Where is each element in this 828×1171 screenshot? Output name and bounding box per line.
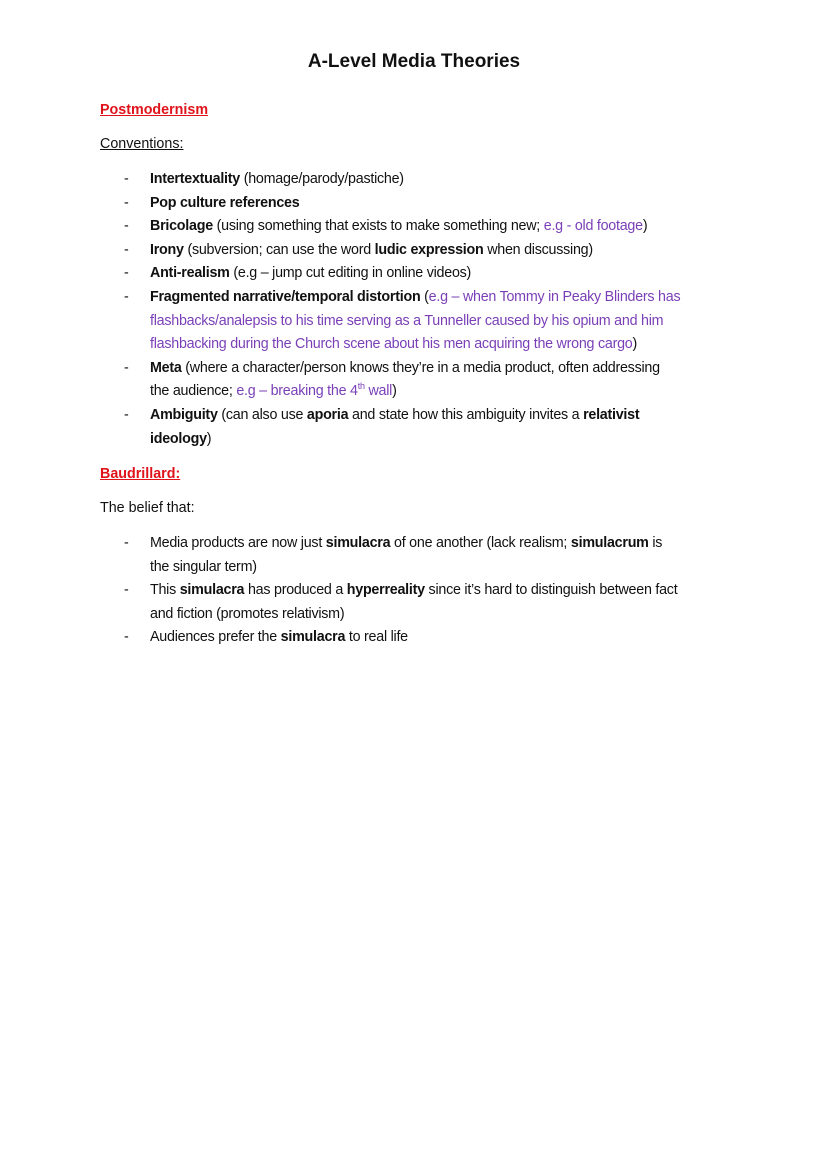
key-term: relativist [583, 406, 640, 423]
list-item-line [150, 404, 680, 428]
text-run: ) [642, 218, 648, 235]
example-text: e.g - old footage [543, 218, 643, 235]
key-term: simulacra [179, 582, 245, 599]
text-run: and fiction (promotes relativism) [150, 605, 345, 622]
text-run: when discussing) [483, 241, 593, 258]
list-item [124, 626, 677, 650]
list-item-line [150, 603, 677, 627]
key-term: ideology [150, 430, 207, 447]
list-item-line [150, 380, 680, 404]
key-term: Anti-realism [150, 265, 230, 282]
text-run: to real life [345, 629, 408, 646]
list-item-line [150, 626, 677, 650]
text-run: Audiences prefer the [150, 629, 281, 646]
text-run: This [150, 582, 180, 599]
key-term: Meta [150, 359, 182, 376]
baudrillard-list [124, 532, 677, 650]
baudrillard-heading: Baudrillard: [100, 466, 181, 482]
list-item-line [150, 579, 677, 603]
list-item-line [150, 357, 680, 381]
key-term: ludic expression [374, 241, 484, 258]
text-run: of one another (lack realism; [390, 535, 571, 551]
text-run: (e.g – jump cut editing in online videos) [229, 265, 472, 282]
text-run: Media products are now just [150, 535, 326, 551]
page-title: A-Level Media Theories [307, 51, 521, 72]
list-item [124, 286, 680, 357]
list-item-line [150, 310, 680, 334]
conventions-subheading: Conventions: [100, 136, 184, 152]
text-run: (can also use [217, 406, 307, 423]
key-term: simulacra [280, 629, 346, 646]
key-term: simulacrum [570, 535, 649, 551]
list-item-line [150, 239, 680, 263]
key-term: Fragmented narrative/temporal distortion [150, 288, 421, 305]
list-item [124, 532, 677, 579]
key-term: aporia [306, 406, 349, 423]
list-item [124, 357, 680, 404]
example-text: wall [364, 383, 393, 400]
list-item-line [150, 286, 680, 310]
key-term: Intertextuality [150, 171, 240, 187]
text-run: since it’s hard to distinguish between fact [424, 582, 678, 599]
text-run: (using something that exists to make something new; [212, 218, 544, 235]
text-run: (subversion; can use the word [183, 241, 375, 258]
list-item [124, 262, 680, 286]
text-run: ) [632, 336, 638, 353]
key-term: Irony [150, 241, 184, 258]
example-text: flashbacking during the Church scene about his men acquiring the wrong cargo [150, 336, 633, 353]
list-item [124, 579, 677, 626]
key-term: Pop culture references [150, 194, 300, 211]
list-item-line [150, 192, 680, 216]
list-item-line [150, 215, 680, 239]
text-run: ( [420, 288, 429, 305]
list-item-line [150, 262, 680, 286]
conventions-list [124, 168, 680, 451]
list-item-line [150, 556, 677, 580]
postmodernism-heading: Postmodernism [100, 102, 209, 118]
text-run: and state how this ambiguity invites a [348, 406, 584, 423]
list-item-line [150, 428, 680, 452]
key-term: Bricolage [150, 218, 213, 235]
text-run: the singular term) [150, 558, 257, 575]
text-run: the audience; [150, 383, 237, 400]
list-item-line [150, 168, 680, 192]
list-item [124, 192, 680, 216]
list-item [124, 168, 680, 192]
list-item [124, 239, 680, 263]
text-run: ) [206, 430, 212, 447]
text-run: (where a character/person knows they’re in a media product, often addressing [181, 359, 660, 376]
baudrillard-intro: The belief that: [100, 500, 195, 516]
example-text: th [357, 381, 365, 392]
key-term: Ambiguity [150, 406, 218, 423]
text-run: (homage/parody/pastiche) [240, 171, 404, 187]
list-item-line [150, 532, 677, 556]
list-item [124, 404, 680, 451]
text-run: is [648, 535, 663, 551]
list-item [124, 215, 680, 239]
text-run: ) [392, 383, 397, 400]
key-term: hyperreality [346, 582, 425, 599]
key-term: simulacra [325, 535, 391, 551]
example-text: e.g – breaking the 4 [236, 383, 358, 400]
list-item-line [150, 333, 680, 357]
example-text: flashbacks/analepsis to his time serving as a Tunneller caused by his opium and him [150, 312, 664, 329]
text-run: has produced a [244, 582, 347, 599]
example-text: e.g – when Tommy in Peaky Blinders has [428, 288, 681, 305]
